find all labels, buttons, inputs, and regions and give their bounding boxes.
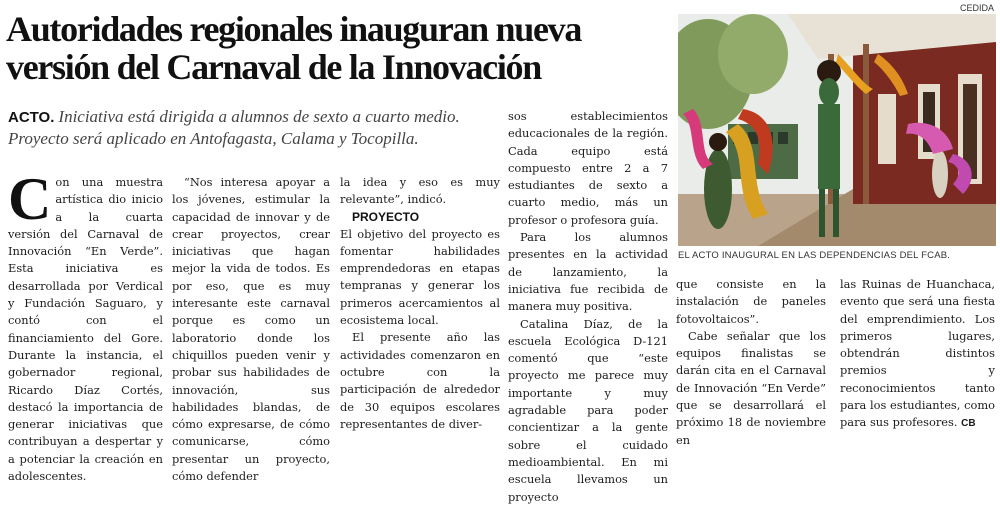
paragraph-1 [8,166,163,485]
drop-cap: C [8,166,52,232]
column-3 [340,174,500,433]
paragraph-7-continued [840,276,995,433]
column-5 [676,276,826,449]
event-photo [678,14,996,246]
paragraph-2-continued: la idea y eso es muy relevante”, indicó. [340,175,500,207]
column-4 [508,108,668,506]
column-6 [840,276,995,433]
paragraph-6: Catalina Díaz, de la escuela Ecológica D-121 comentó que “este proyecto me parece muy importante y muy agradable para poder concientizar a la gente sobre el cuidado medioambiental. En mi escuela llevamos un proyecto [508,316,668,504]
lead-text: Iniciativa está dirigida a alumnos de sexto a cuarto medio. Proyecto será aplicado en Antofagasta, Calama y Tocopilla. [8,107,460,148]
lead-paragraph [8,106,508,149]
section-subhead: PROYECTO [352,209,420,224]
paragraph-7-continued-text: las Ruinas de Huanchaca, evento que será una fiesta del emprendimiento. Los primeros lugares, obtendrán distintos premios y reconocimientos tanto para los estudiantes, como para sus profesores. [840,277,995,430]
headline: Autoridades regionales inauguran nueva versión del Carnaval de la Innovación [6,9,582,87]
paragraph-4-continued: sos establecimientos educacionales de la región. Cada equipo está compuesto entre 2 a 7 estudiantes de sexto a cuarto medio, más un profesor o profesora guía. [508,109,668,227]
photo-caption: EL ACTO INAUGURAL EN LAS DEPENDENCIAS DEL FCAB. [678,250,951,261]
paragraph-2: “Nos interesa apoyar a los jóvenes, estimular la capacidad de innovar y de crear proyectos, crear iniciativas que hagan mejor la vida de todos. Es por eso, que es muy interesante este carnaval porque es como un laboratorio donde los chiquillos pueden venir y probar sus habilidades de innovación, sus habilidades blandas, de cómo expresarse, de cómo comunicarse, cómo presentar un proyecto, cómo defender [172,175,330,484]
paragraph-7: Cabe señalar que los equipos finalistas se darán cita en el Carnaval de Innovación “En Verde” que se desarrollará el próximo 18 de noviembre en [676,328,826,447]
photo-credit: CEDIDA [959,3,994,13]
paragraph-3: El objetivo del proyecto es fomentar habilidades emprendedoras en etapas tempranas y generar los primeros acercamientos al ecosistema local. [340,226,500,328]
paragraph-6-continued: que consiste en la instalación de paneles fotovoltaicos”. [676,277,826,326]
paragraph-1-text: on una muestra artística dio inicio a la cuarta versión del Carnaval de Innovación “En Verde”. Esta iniciativa es desarrollada por Verdical y Fundación Saguaro, y contó con el financiamiento del Gore. Durante la instancia, el gobernador regional, Ricardo Díaz Cortés, destacó la importancia de generar iniciativas que contribuyan a despertar y a potenciar la creación en adolescentes. [8,175,163,484]
lead-tag: ACTO. [8,109,55,126]
paragraph-5: Para los alumnos presentes en la actividad de lanzamiento, la iniciativa fue recibida de manera muy positiva. [508,230,668,314]
column-2 [172,174,330,485]
paragraph-4: El presente año las actividades comenzaron en octubre con la participación de alrededor de 30 equipos escolares representantes de diver- [340,330,500,431]
photo-illustration [678,14,996,246]
end-mark: CB [961,418,976,430]
column-1 [8,166,163,485]
